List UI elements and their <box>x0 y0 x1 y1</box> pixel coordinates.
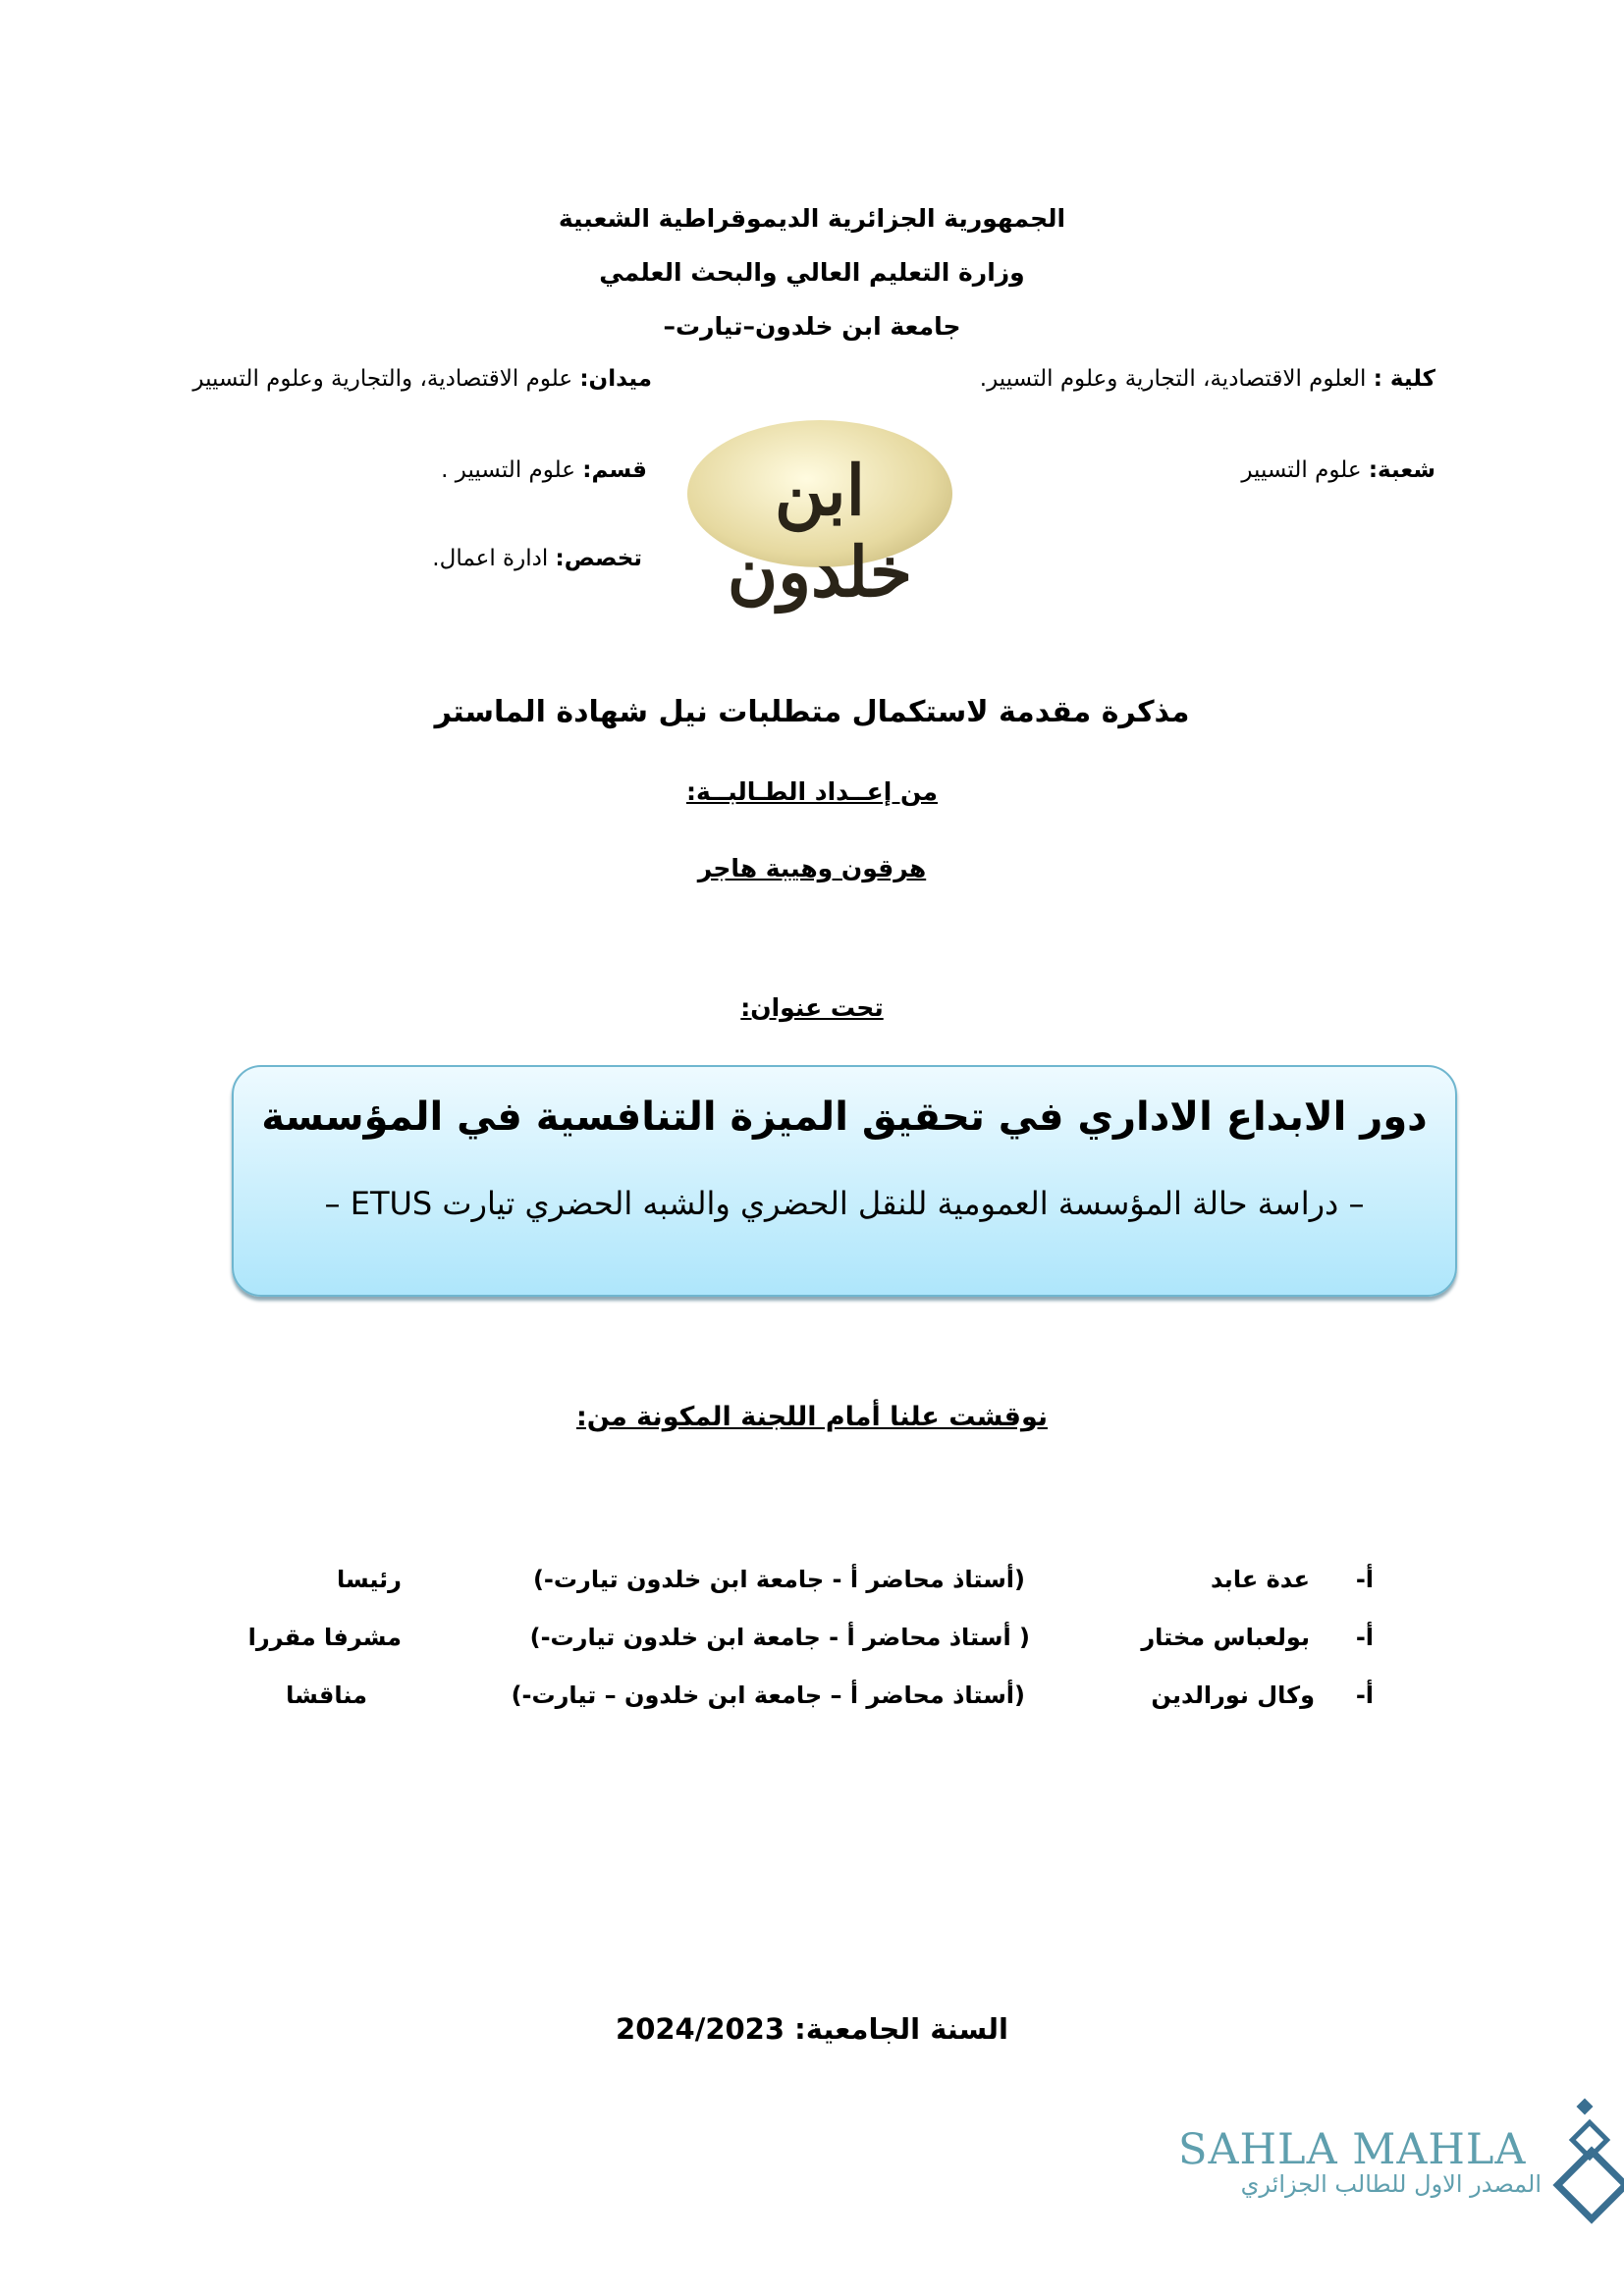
calligraphy-logo-icon <box>1561 2101 1612 2214</box>
branch-value: علوم التسيير <box>1241 457 1369 483</box>
university-seal-logo <box>687 420 952 613</box>
member-prefix: أ- <box>1355 1682 1374 1709</box>
under-title-label: تحت عنوان: <box>740 993 884 1022</box>
member-rank: (أستاذ محاضر أ - جامعة ابن خلدون تيارت-) <box>532 1566 1025 1593</box>
specialty-label: تخصص: <box>555 546 642 571</box>
member-role: مناقشا <box>286 1682 367 1709</box>
member-rank: ( أستاذ محاضر أ - جامعة ابن خلدون تيارت-) <box>529 1624 1030 1651</box>
ministry-heading: وزارة التعليم العالي والبحث العلمي <box>599 258 1025 287</box>
year-value: 2024/2023 <box>616 2012 795 2046</box>
year-label: السنة الجامعية: <box>794 2012 1008 2046</box>
seal-text: ابن خلدون <box>727 450 913 613</box>
member-prefix: أ- <box>1355 1566 1374 1593</box>
faculty-value: العلوم الاقتصادية، التجارية وعلوم التسيير. <box>979 366 1374 392</box>
committee-heading: نوقشت علنا أمام اللجنة المكونة من: <box>575 1402 1049 1432</box>
member-name: وكال نورالدين <box>1151 1682 1315 1709</box>
faculty-label: كلية : <box>1373 366 1435 392</box>
field-line <box>192 366 652 392</box>
thesis-title: دور الابداع الاداري في تحقيق الميزة التنافسية في المؤسسة <box>261 1095 1428 1140</box>
member-prefix: أ- <box>1355 1624 1374 1651</box>
student-name: هرقون وهيبة هاجر <box>697 854 927 882</box>
title-box <box>232 1065 1457 1297</box>
member-name: عدة عابد <box>1210 1566 1310 1593</box>
member-rank: (أستاذ محاضر أ – جامعة ابن خلدون – تيارت-) <box>511 1682 1025 1709</box>
university-heading: جامعة ابن خلدون–تيارت– <box>663 312 961 341</box>
watermark-brand: SAHLA MAHLA <box>1178 2125 1527 2174</box>
field-value: علوم الاقتصادية، والتجارية وعلوم التسيير <box>192 366 580 392</box>
sahla-mahla-watermark <box>1178 2125 1542 2198</box>
member-role: رئيسا <box>336 1566 402 1593</box>
field-label: ميدان: <box>579 366 652 392</box>
academic-year <box>0 2012 1624 2046</box>
specialty-value: ادارة اعمال. <box>432 546 556 571</box>
faculty-line <box>980 366 1435 392</box>
watermark-tagline: المصدر الاول للطالب الجزائري <box>1240 2170 1542 2198</box>
branch-line <box>1241 457 1435 483</box>
specialty-line <box>432 546 642 571</box>
thesis-subtitle: – دراسة حالة المؤسسة العمومية للنقل الحضري والشبه الحضري تيارت ETUS – <box>324 1185 1365 1222</box>
republic-heading: الجمهورية الجزائرية الديموقراطية الشعبية <box>558 204 1066 233</box>
member-name: بولعباس مختار <box>1141 1624 1310 1651</box>
department-label: قسم: <box>582 457 647 483</box>
branch-label: شعبة: <box>1368 457 1435 483</box>
prepared-by-label: من إعــداد الطـالبــة: <box>685 777 939 806</box>
member-role: مشرفا مقررا <box>247 1624 402 1651</box>
memo-statement: مذكرة مقدمة لاستكمال متطلبات نيل شهادة الماستر <box>434 695 1190 729</box>
department-line <box>441 457 647 483</box>
department-value: علوم التسيير . <box>441 457 583 483</box>
